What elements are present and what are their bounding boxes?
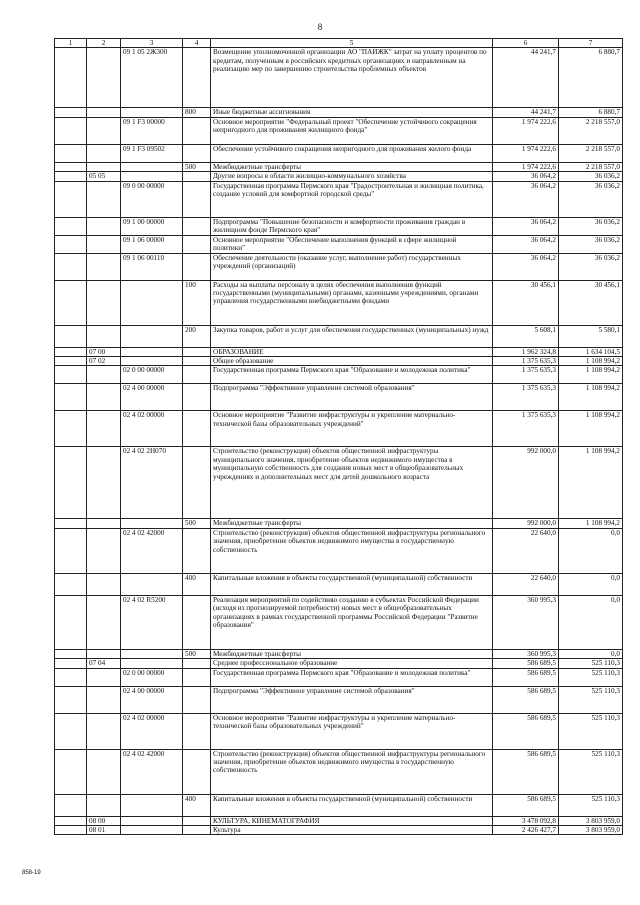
cell-section bbox=[87, 411, 121, 447]
cell-section bbox=[87, 573, 121, 595]
cell-target-code bbox=[121, 357, 183, 366]
cell-target-code: 02 0 00 00000 bbox=[121, 668, 183, 686]
cell-amount-col6: 360 995,3 bbox=[493, 649, 559, 658]
cell-description: Основное мероприятие "Обеспечение выполнения функций в сфере жилищной политики" bbox=[211, 235, 493, 253]
cell-amount-col7: 525 110,3 bbox=[559, 659, 623, 668]
cell-col1 bbox=[55, 573, 87, 595]
cell-section bbox=[87, 144, 121, 162]
cell-section bbox=[87, 117, 121, 144]
cell-description: Культура bbox=[211, 826, 493, 835]
cell-expense-type bbox=[183, 181, 211, 217]
cell-col1 bbox=[55, 686, 87, 713]
cell-target-code bbox=[121, 519, 183, 528]
cell-target-code: 02 4 02 42000 bbox=[121, 749, 183, 794]
cell-amount-col7: 1 108 994,2 bbox=[559, 411, 623, 447]
cell-section bbox=[87, 686, 121, 713]
table-row bbox=[55, 649, 623, 658]
footer-code: 858-19 bbox=[22, 870, 41, 876]
cell-target-code: 02 4 02 00000 bbox=[121, 411, 183, 447]
cell-description: Возмещение уполномоченной организации АО "ПАИЖК" затрат на уплату процентов по кредитам, полученным в российских кредитных организациях и направленным на реализацию мер по завершению строительства проблемных объектов bbox=[211, 48, 493, 108]
cell-target-code: 09 1 F3 09502 bbox=[121, 144, 183, 162]
cell-amount-col7: 2 218 557,0 bbox=[559, 144, 623, 162]
cell-expense-type bbox=[183, 528, 211, 573]
cell-col1 bbox=[55, 48, 87, 108]
cell-section bbox=[87, 794, 121, 816]
cell-amount-col6: 586 689,5 bbox=[493, 749, 559, 794]
cell-amount-col6: 3 478 092,8 bbox=[493, 816, 559, 825]
cell-description: Строительство (реконструкция) объектов общественной инфраструктуры муниципального значения, приобретение объектов недвижимого имущества в муниципальную собственность для создания новых мест в общеобразовательных учреждениях и дополнительных мест для детей дошкольного возраста bbox=[211, 447, 493, 519]
cell-section bbox=[87, 749, 121, 794]
table-row bbox=[55, 411, 623, 447]
table-body bbox=[55, 48, 623, 835]
cell-expense-type bbox=[183, 117, 211, 144]
cell-target-code bbox=[121, 172, 183, 181]
cell-col1 bbox=[55, 325, 87, 347]
cell-section: 05 05 bbox=[87, 172, 121, 181]
cell-expense-type bbox=[183, 217, 211, 235]
cell-col1 bbox=[55, 253, 87, 280]
budget-table bbox=[54, 38, 623, 835]
cell-description: КУЛЬТУРА, КИНЕМАТОГРАФИЯ bbox=[211, 816, 493, 825]
cell-target-code bbox=[121, 826, 183, 835]
cell-col1 bbox=[55, 447, 87, 519]
cell-col1 bbox=[55, 794, 87, 816]
cell-amount-col7: 0,0 bbox=[559, 573, 623, 595]
cell-description: Расходы на выплаты персоналу в целях обеспечения выполнения функций государственными (муниципальными) органами, казенными учреждениями, органами управления государственными внебюджетными фондами bbox=[211, 280, 493, 325]
cell-section bbox=[87, 447, 121, 519]
cell-amount-col7: 0,0 bbox=[559, 649, 623, 658]
cell-col1 bbox=[55, 117, 87, 144]
table-row bbox=[55, 816, 623, 825]
cell-col1 bbox=[55, 217, 87, 235]
cell-description: Государственная программа Пермского края "Образование и молодежная политика" bbox=[211, 668, 493, 686]
cell-col1 bbox=[55, 181, 87, 217]
col-header-1: 1 bbox=[55, 39, 87, 48]
cell-description: Обеспечение деятельности (оказание услуг, выполнение работ) государственных учреждений (организаций) bbox=[211, 253, 493, 280]
cell-expense-type bbox=[183, 48, 211, 108]
cell-col1 bbox=[55, 108, 87, 117]
table-header-row bbox=[55, 39, 623, 48]
cell-description: Подпрограмма "Повышение безопасности и комфортности проживания граждан в жилищном фонде Пермского края" bbox=[211, 217, 493, 235]
cell-description: Подпрограмма "Эффективное управление системой образования" bbox=[211, 384, 493, 411]
cell-section bbox=[87, 649, 121, 658]
cell-target-code bbox=[121, 108, 183, 117]
cell-section: 08 00 bbox=[87, 816, 121, 825]
cell-amount-col7: 1 108 994,2 bbox=[559, 366, 623, 384]
cell-target-code bbox=[121, 162, 183, 171]
cell-expense-type: 500 bbox=[183, 649, 211, 658]
cell-section bbox=[87, 181, 121, 217]
table-row bbox=[55, 366, 623, 384]
cell-amount-col6: 44 241,7 bbox=[493, 48, 559, 108]
cell-section bbox=[87, 48, 121, 108]
cell-amount-col6: 36 064,2 bbox=[493, 217, 559, 235]
cell-section bbox=[87, 162, 121, 171]
cell-section: 07 00 bbox=[87, 347, 121, 356]
cell-target-code: 09 1 06 00000 bbox=[121, 235, 183, 253]
cell-amount-col7: 6 880,7 bbox=[559, 108, 623, 117]
cell-section: 07 04 bbox=[87, 659, 121, 668]
table-row bbox=[55, 659, 623, 668]
cell-expense-type bbox=[183, 826, 211, 835]
cell-expense-type bbox=[183, 172, 211, 181]
cell-expense-type: 200 bbox=[183, 325, 211, 347]
cell-amount-col7: 6 880,7 bbox=[559, 48, 623, 108]
cell-expense-type bbox=[183, 447, 211, 519]
cell-target-code: 09 1 00 00000 bbox=[121, 217, 183, 235]
cell-target-code: 09 0 00 00000 bbox=[121, 181, 183, 217]
table-row bbox=[55, 749, 623, 794]
table-row bbox=[55, 117, 623, 144]
cell-target-code bbox=[121, 325, 183, 347]
table-row bbox=[55, 528, 623, 573]
table-row bbox=[55, 826, 623, 835]
cell-col1 bbox=[55, 172, 87, 181]
cell-amount-col7: 2 218 557,0 bbox=[559, 162, 623, 171]
cell-description: Капитальные вложения в объекты государственной (муниципальной) собственности bbox=[211, 794, 493, 816]
cell-amount-col6: 992 000,0 bbox=[493, 519, 559, 528]
cell-amount-col6: 360 995,3 bbox=[493, 595, 559, 649]
cell-amount-col6: 586 689,5 bbox=[493, 713, 559, 749]
cell-section bbox=[87, 253, 121, 280]
cell-expense-type bbox=[183, 384, 211, 411]
cell-expense-type: 100 bbox=[183, 280, 211, 325]
cell-section bbox=[87, 595, 121, 649]
table-row bbox=[55, 217, 623, 235]
table-row bbox=[55, 162, 623, 171]
cell-amount-col6: 1 962 324,8 bbox=[493, 347, 559, 356]
cell-amount-col6: 22 640,0 bbox=[493, 573, 559, 595]
cell-col1 bbox=[55, 826, 87, 835]
cell-col1 bbox=[55, 162, 87, 171]
cell-col1 bbox=[55, 649, 87, 658]
cell-amount-col7: 36 036,2 bbox=[559, 235, 623, 253]
cell-target-code: 02 4 02 00000 bbox=[121, 713, 183, 749]
cell-description: Межбюджетные трансферты bbox=[211, 162, 493, 171]
cell-target-code bbox=[121, 347, 183, 356]
cell-expense-type bbox=[183, 347, 211, 356]
cell-description: Общее образование bbox=[211, 357, 493, 366]
cell-description: Основное мероприятие "Развитие инфраструктуры и укрепление материально-технической базы образовательных учреждений" bbox=[211, 713, 493, 749]
cell-amount-col6: 1 375 635,3 bbox=[493, 411, 559, 447]
cell-description: Капитальные вложения в объекты государственной (муниципальной) собственности bbox=[211, 573, 493, 595]
cell-amount-col7: 1 108 994,2 bbox=[559, 384, 623, 411]
cell-col1 bbox=[55, 713, 87, 749]
cell-description: Подпрограмма "Эффективное управление системой образования" bbox=[211, 686, 493, 713]
col-header-6: 6 bbox=[493, 39, 559, 48]
cell-description: Закупка товаров, работ и услуг для обеспечения государственных (муниципальных) нужд bbox=[211, 325, 493, 347]
cell-section bbox=[87, 668, 121, 686]
cell-target-code: 09 1 05 2Ж300 bbox=[121, 48, 183, 108]
cell-col1 bbox=[55, 595, 87, 649]
cell-section bbox=[87, 519, 121, 528]
cell-amount-col7: 3 803 959,0 bbox=[559, 816, 623, 825]
cell-expense-type bbox=[183, 659, 211, 668]
col-header-2: 2 bbox=[87, 39, 121, 48]
cell-section bbox=[87, 280, 121, 325]
cell-col1 bbox=[55, 816, 87, 825]
cell-description: Государственная программа Пермского края "Образование и молодежная политика" bbox=[211, 366, 493, 384]
cell-description: ОБРАЗОВАНИЕ bbox=[211, 347, 493, 356]
cell-amount-col6: 30 456,1 bbox=[493, 280, 559, 325]
cell-amount-col7: 2 218 557,0 bbox=[559, 117, 623, 144]
cell-amount-col6: 1 974 222,6 bbox=[493, 144, 559, 162]
cell-section bbox=[87, 325, 121, 347]
cell-target-code bbox=[121, 659, 183, 668]
cell-amount-col6: 586 689,5 bbox=[493, 794, 559, 816]
table-row bbox=[55, 325, 623, 347]
cell-expense-type bbox=[183, 713, 211, 749]
cell-target-code: 02 4 00 00000 bbox=[121, 686, 183, 713]
table-row bbox=[55, 686, 623, 713]
cell-amount-col7: 525 110,3 bbox=[559, 749, 623, 794]
cell-target-code bbox=[121, 816, 183, 825]
cell-expense-type bbox=[183, 357, 211, 366]
table-row bbox=[55, 794, 623, 816]
cell-description: Основное мероприятие "Развитие инфраструктуры и укрепление материально-технической базы образовательных учреждений" bbox=[211, 411, 493, 447]
cell-section bbox=[87, 235, 121, 253]
cell-amount-col6: 1 974 222,6 bbox=[493, 117, 559, 144]
cell-amount-col7: 1 634 104,5 bbox=[559, 347, 623, 356]
table-row bbox=[55, 172, 623, 181]
cell-target-code bbox=[121, 649, 183, 658]
cell-col1 bbox=[55, 519, 87, 528]
cell-amount-col7: 36 036,2 bbox=[559, 172, 623, 181]
table-row bbox=[55, 253, 623, 280]
cell-amount-col6: 1 974 222,6 bbox=[493, 162, 559, 171]
cell-col1 bbox=[55, 144, 87, 162]
cell-description: Строительство (реконструкция) объектов общественной инфраструктуры регионального значения, приобретение объектов недвижимого имущества в государственную собственность bbox=[211, 749, 493, 794]
table-row bbox=[55, 595, 623, 649]
page-number: 8 bbox=[317, 22, 323, 32]
cell-expense-type: 500 bbox=[183, 162, 211, 171]
cell-section bbox=[87, 366, 121, 384]
cell-amount-col6: 586 689,5 bbox=[493, 659, 559, 668]
cell-section: 08 01 bbox=[87, 826, 121, 835]
col-header-7: 7 bbox=[559, 39, 623, 48]
table-row bbox=[55, 48, 623, 108]
cell-amount-col6: 36 064,2 bbox=[493, 235, 559, 253]
cell-amount-col6: 44 241,7 bbox=[493, 108, 559, 117]
cell-expense-type: 400 bbox=[183, 794, 211, 816]
cell-expense-type bbox=[183, 366, 211, 384]
cell-description: Среднее профессиональное образование bbox=[211, 659, 493, 668]
cell-target-code bbox=[121, 794, 183, 816]
cell-amount-col7: 525 110,3 bbox=[559, 668, 623, 686]
cell-amount-col7: 5 580,1 bbox=[559, 325, 623, 347]
cell-description: Межбюджетные трансферты bbox=[211, 519, 493, 528]
cell-amount-col7: 1 108 994,2 bbox=[559, 357, 623, 366]
cell-description: Реализация мероприятий по содействию созданию в субъектах Российской Федерации (исходя из прогнозируемой потребности) новых мест в общеобразовательных организациях в рамках государственной программы Российской Федерации "Развитие образования" bbox=[211, 595, 493, 649]
cell-amount-col6: 586 689,5 bbox=[493, 686, 559, 713]
cell-section bbox=[87, 217, 121, 235]
cell-amount-col6: 1 375 635,3 bbox=[493, 357, 559, 366]
table-row bbox=[55, 235, 623, 253]
table-row bbox=[55, 144, 623, 162]
cell-expense-type: 400 bbox=[183, 573, 211, 595]
cell-col1 bbox=[55, 357, 87, 366]
cell-description: Основное мероприятие "Федеральный проект "Обеспечение устойчивого сокращения непригодного для проживания жилищного фонда" bbox=[211, 117, 493, 144]
cell-amount-col7: 3 803 959,0 bbox=[559, 826, 623, 835]
cell-section bbox=[87, 713, 121, 749]
cell-target-code bbox=[121, 280, 183, 325]
col-header-4: 4 bbox=[183, 39, 211, 48]
cell-col1 bbox=[55, 235, 87, 253]
cell-section bbox=[87, 528, 121, 573]
cell-section bbox=[87, 384, 121, 411]
table-row bbox=[55, 668, 623, 686]
cell-amount-col6: 2 426 427,7 bbox=[493, 826, 559, 835]
cell-amount-col6: 5 608,1 bbox=[493, 325, 559, 347]
cell-description: Государственная программа Пермского края "Градостроительная и жилищная политика, создание условий для комфортной городской среды" bbox=[211, 181, 493, 217]
cell-col1 bbox=[55, 366, 87, 384]
cell-target-code: 02 4 02 R5200 bbox=[121, 595, 183, 649]
cell-target-code: 02 0 00 00000 bbox=[121, 366, 183, 384]
cell-amount-col6: 1 375 635,3 bbox=[493, 366, 559, 384]
cell-expense-type bbox=[183, 749, 211, 794]
cell-amount-col6: 586 689,5 bbox=[493, 668, 559, 686]
table-row bbox=[55, 384, 623, 411]
cell-target-code: 09 1 F3 00000 bbox=[121, 117, 183, 144]
cell-expense-type bbox=[183, 686, 211, 713]
table-row bbox=[55, 519, 623, 528]
cell-amount-col6: 36 064,2 bbox=[493, 172, 559, 181]
cell-amount-col7: 525 110,3 bbox=[559, 713, 623, 749]
cell-description: Обеспечение устойчивого сокращения непригодного для проживания жилого фонда bbox=[211, 144, 493, 162]
cell-amount-col7: 36 036,2 bbox=[559, 217, 623, 235]
cell-amount-col6: 1 375 635,3 bbox=[493, 384, 559, 411]
cell-amount-col7: 0,0 bbox=[559, 528, 623, 573]
cell-amount-col6: 22 640,0 bbox=[493, 528, 559, 573]
cell-expense-type bbox=[183, 816, 211, 825]
cell-expense-type bbox=[183, 144, 211, 162]
cell-amount-col7: 30 456,1 bbox=[559, 280, 623, 325]
cell-col1 bbox=[55, 528, 87, 573]
cell-amount-col7: 525 110,3 bbox=[559, 686, 623, 713]
cell-col1 bbox=[55, 659, 87, 668]
cell-section bbox=[87, 108, 121, 117]
cell-description: Строительство (реконструкция) объектов общественной инфраструктуры регионального значения, приобретение объектов недвижимого имущества в государственную собственность bbox=[211, 528, 493, 573]
cell-amount-col7: 0,0 bbox=[559, 595, 623, 649]
cell-col1 bbox=[55, 749, 87, 794]
cell-target-code: 09 1 06 00110 bbox=[121, 253, 183, 280]
cell-col1 bbox=[55, 347, 87, 356]
cell-expense-type bbox=[183, 253, 211, 280]
cell-col1 bbox=[55, 384, 87, 411]
cell-target-code: 02 4 02 2Н070 bbox=[121, 447, 183, 519]
table-row bbox=[55, 447, 623, 519]
table-row bbox=[55, 280, 623, 325]
cell-target-code bbox=[121, 573, 183, 595]
cell-description: Другие вопросы в области жилищно-коммунального хозяйства bbox=[211, 172, 493, 181]
table-row bbox=[55, 573, 623, 595]
table-row bbox=[55, 181, 623, 217]
table-row bbox=[55, 108, 623, 117]
cell-col1 bbox=[55, 280, 87, 325]
cell-expense-type bbox=[183, 235, 211, 253]
cell-amount-col7: 525 110,3 bbox=[559, 794, 623, 816]
table-row bbox=[55, 357, 623, 366]
col-header-3: 3 bbox=[121, 39, 183, 48]
cell-expense-type: 800 bbox=[183, 108, 211, 117]
cell-amount-col6: 992 000,0 bbox=[493, 447, 559, 519]
cell-amount-col7: 1 108 994,2 bbox=[559, 519, 623, 528]
table-row bbox=[55, 713, 623, 749]
cell-amount-col6: 36 064,2 bbox=[493, 181, 559, 217]
cell-expense-type: 500 bbox=[183, 519, 211, 528]
cell-expense-type bbox=[183, 595, 211, 649]
cell-section: 07 02 bbox=[87, 357, 121, 366]
cell-description: Иные бюджетные ассигнования bbox=[211, 108, 493, 117]
cell-expense-type bbox=[183, 668, 211, 686]
col-header-5: 5 bbox=[211, 39, 493, 48]
cell-expense-type bbox=[183, 411, 211, 447]
cell-description: Межбюджетные трансферты bbox=[211, 649, 493, 658]
cell-amount-col7: 36 036,2 bbox=[559, 253, 623, 280]
cell-target-code: 02 4 02 42000 bbox=[121, 528, 183, 573]
table-row bbox=[55, 347, 623, 356]
cell-col1 bbox=[55, 668, 87, 686]
cell-amount-col7: 1 108 994,2 bbox=[559, 447, 623, 519]
cell-amount-col6: 36 064,2 bbox=[493, 253, 559, 280]
cell-target-code: 02 4 00 00000 bbox=[121, 384, 183, 411]
cell-col1 bbox=[55, 411, 87, 447]
cell-amount-col7: 36 036,2 bbox=[559, 181, 623, 217]
